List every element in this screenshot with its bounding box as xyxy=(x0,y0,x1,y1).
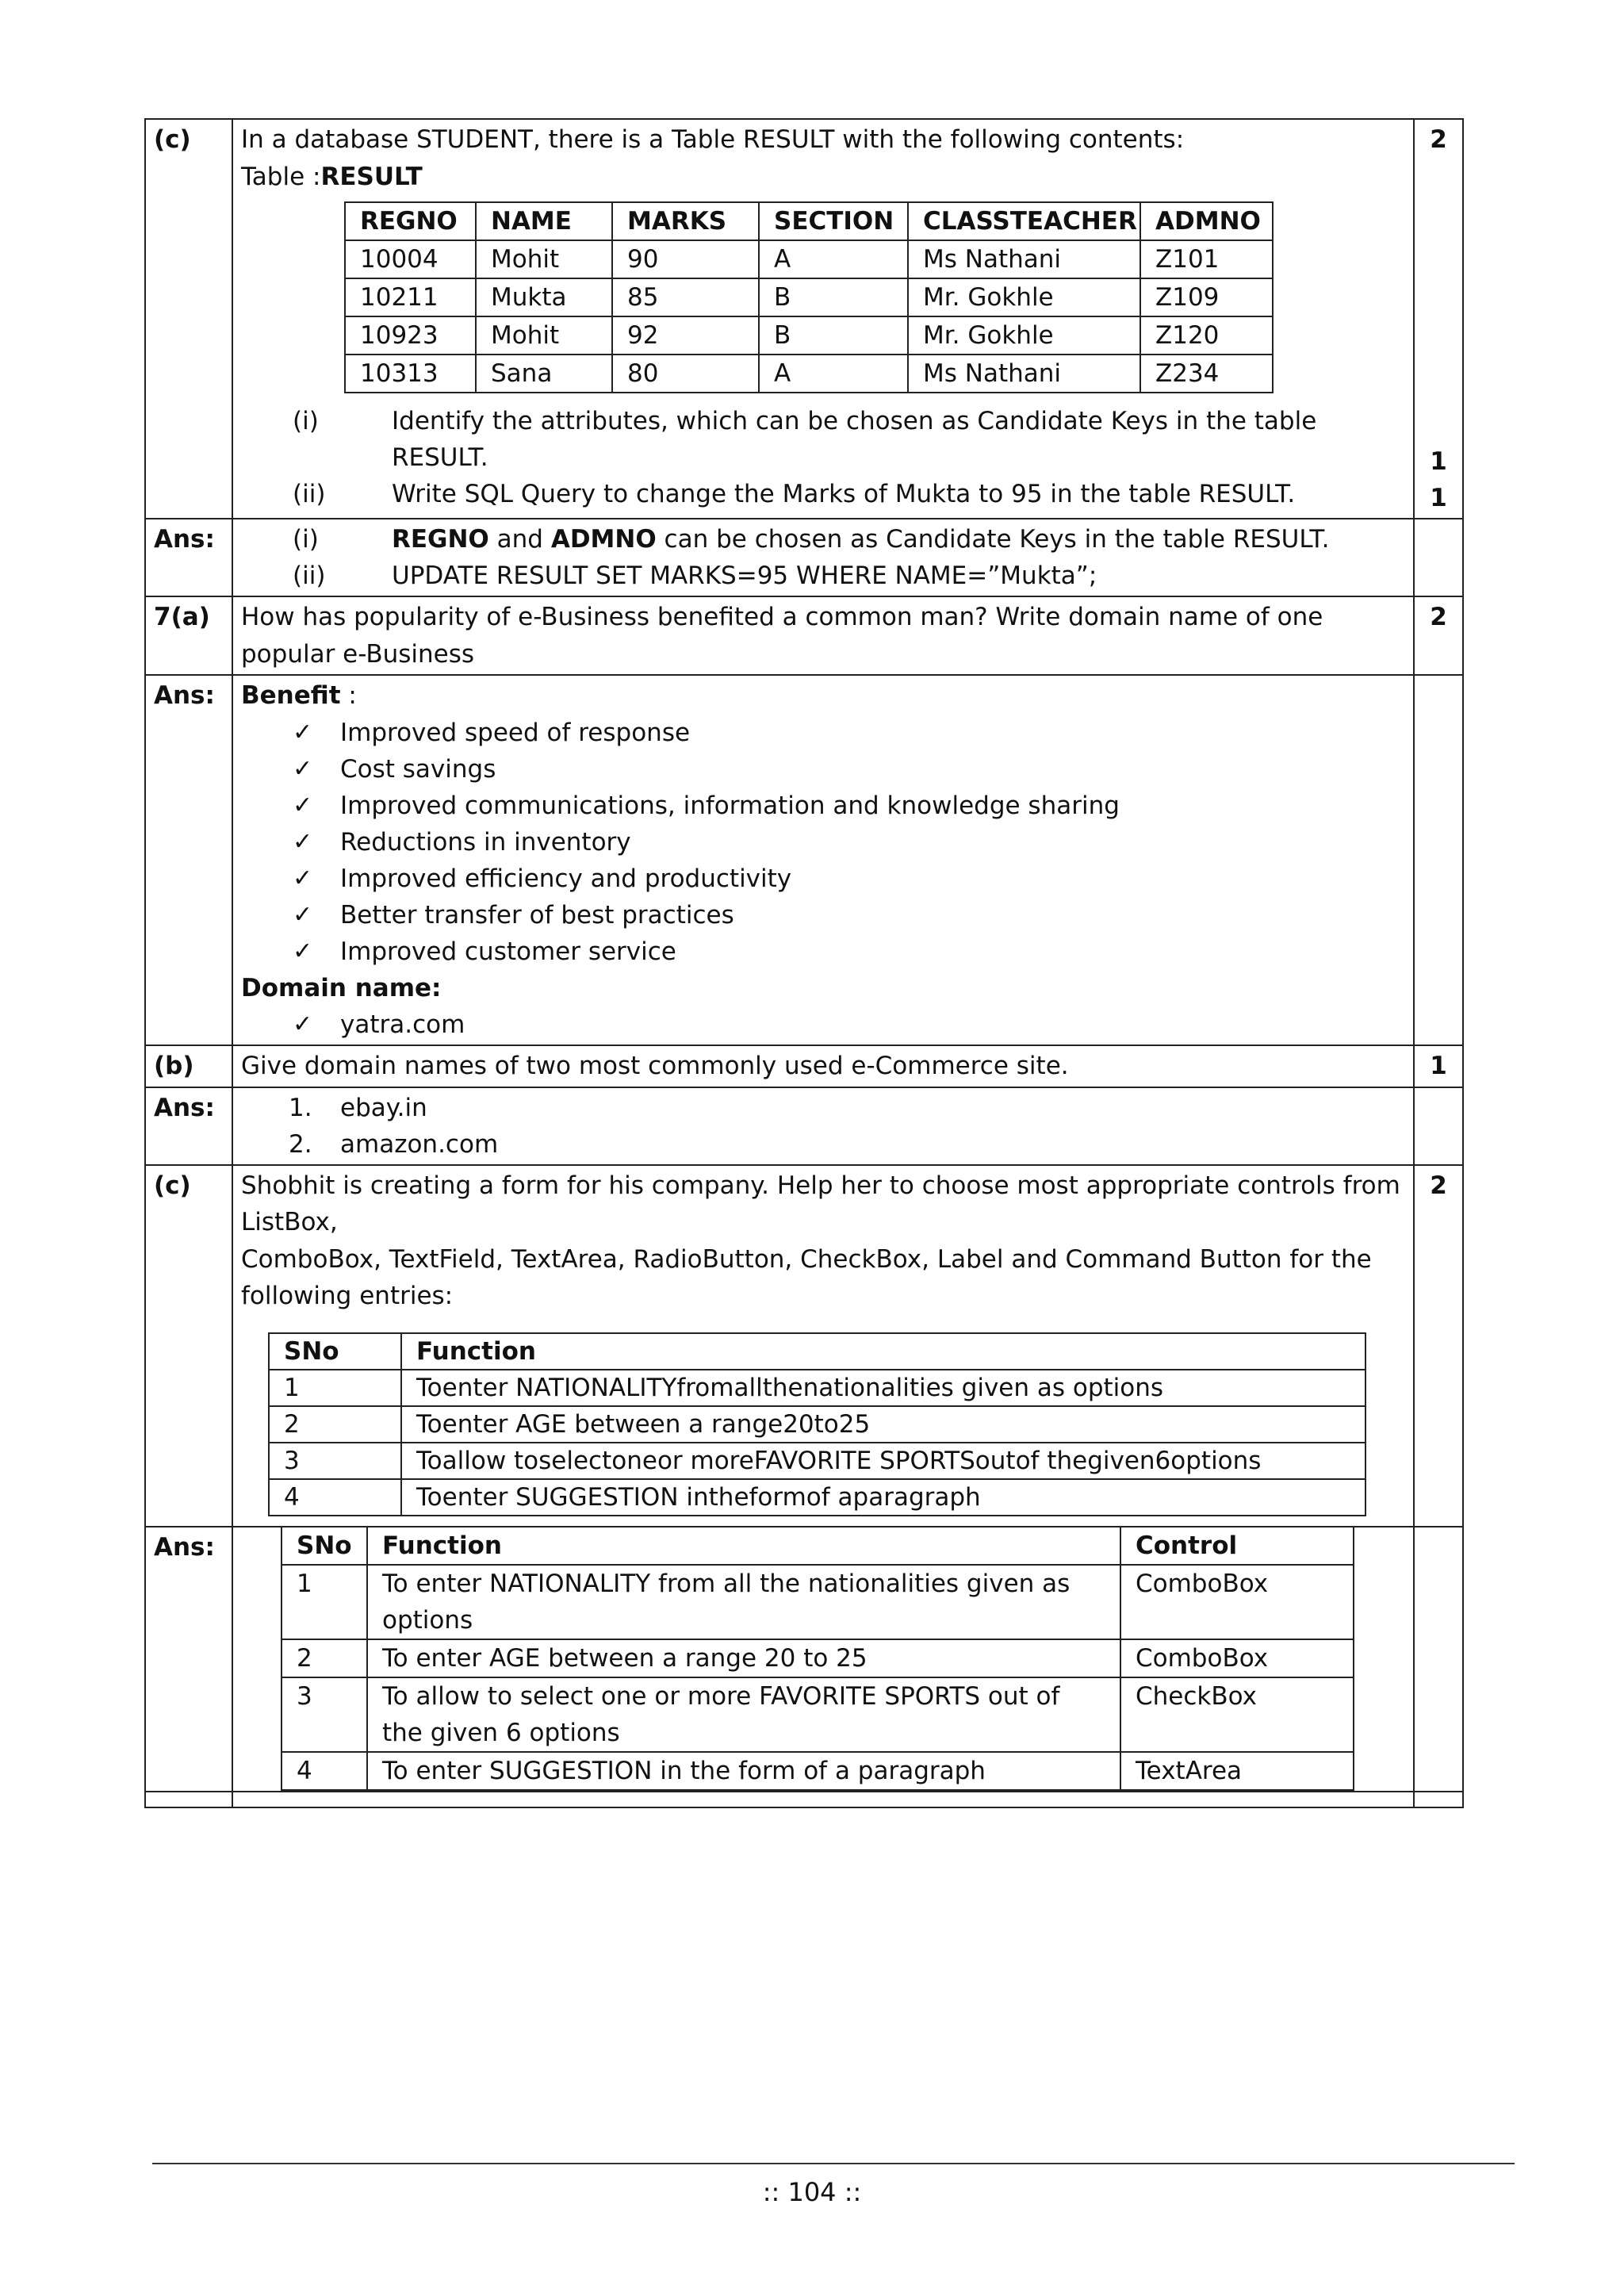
page-number: :: 104 :: xyxy=(762,2177,862,2207)
table-row xyxy=(345,316,1273,355)
question-body xyxy=(232,119,1414,519)
caption-name: RESULT xyxy=(320,162,423,191)
list-item-text: amazon.com xyxy=(340,1129,499,1159)
list-number: 1. xyxy=(289,1093,312,1122)
list-item-text: Reductions in inventory xyxy=(340,827,631,857)
marks-cell xyxy=(1414,519,1463,596)
table-row xyxy=(345,278,1273,316)
table-cell: 85 xyxy=(612,278,759,316)
table-cell: Z109 xyxy=(1140,278,1273,316)
table-cell: To enter NATIONALITY from all the nationalities given as options xyxy=(367,1565,1120,1639)
answer-label: Ans: xyxy=(145,1087,232,1165)
table-cell: Mr. Gokhle xyxy=(908,278,1140,316)
table-cell: 10004 xyxy=(345,240,476,278)
table-cell: Mukta xyxy=(476,278,612,316)
answer-label: Ans: xyxy=(145,519,232,596)
header-cell: SECTION xyxy=(759,202,908,240)
list-item xyxy=(293,1006,1405,1043)
table-cell: Z234 xyxy=(1140,355,1273,393)
table-cell: 10211 xyxy=(345,278,476,316)
domain-heading xyxy=(241,970,1405,1007)
answer-body xyxy=(232,1087,1414,1165)
table-cell: To enter SUGGESTION in the form of a paragraph xyxy=(367,1752,1120,1790)
table-row xyxy=(282,1752,1354,1790)
sub-question xyxy=(241,476,1405,512)
question-label: (c) xyxy=(145,1165,232,1527)
header-cell: CLASSTEACHER xyxy=(908,202,1140,240)
list-item-text: ebay.in xyxy=(340,1093,427,1122)
marks: 1 xyxy=(1430,447,1447,476)
table-cell: 3 xyxy=(269,1443,401,1479)
list-item xyxy=(293,788,1405,824)
check-icon: ✓ xyxy=(293,864,313,892)
table-cell: To enter AGE between a range 20 to 25 xyxy=(367,1639,1120,1677)
table-cell: ComboBox xyxy=(1120,1639,1354,1677)
table-cell: Mr. Gokhle xyxy=(908,316,1140,355)
answer-row-7c xyxy=(145,1527,1463,1792)
table-cell: 90 xyxy=(612,240,759,278)
check-icon: ✓ xyxy=(293,754,313,783)
answer-part-number: (ii) xyxy=(293,562,326,590)
header-cell: SNo xyxy=(269,1333,401,1370)
empty-cell xyxy=(1414,1792,1463,1807)
table-cell: Sana xyxy=(476,355,612,393)
marks-cell xyxy=(1414,596,1463,675)
empty-cell xyxy=(145,1792,232,1807)
list-item xyxy=(293,824,1405,861)
table-cell: 2 xyxy=(282,1639,367,1677)
table-cell: Ms Nathani xyxy=(908,240,1140,278)
list-item xyxy=(293,897,1405,933)
list-item xyxy=(293,715,1405,751)
table-cell: 1 xyxy=(269,1370,401,1406)
domain-list xyxy=(241,1090,1405,1163)
table-cell: ComboBox xyxy=(1120,1565,1354,1639)
table-cell: To allow to select one or more FAVORITE SPORTS out of the given 6 options xyxy=(367,1677,1120,1752)
question-row-7b xyxy=(145,1045,1463,1087)
answer-part xyxy=(241,521,1405,558)
answer-body xyxy=(232,1527,1414,1792)
heading-text: Benefit xyxy=(241,681,341,710)
table-row xyxy=(269,1479,1365,1516)
marks-cell xyxy=(1414,675,1463,1045)
marks: 2 xyxy=(1430,125,1447,154)
answer-part xyxy=(241,558,1405,594)
list-item-text: Improved communications, information and knowledge sharing xyxy=(340,791,1120,820)
answer-part-text xyxy=(392,521,1405,558)
header-cell: NAME xyxy=(476,202,612,240)
marks-cell xyxy=(1414,1165,1463,1527)
footer-divider xyxy=(152,2163,1515,2164)
connector: and xyxy=(488,525,551,554)
key-term: ADMNO xyxy=(550,525,657,554)
question-body xyxy=(232,1165,1414,1527)
marks-cell xyxy=(1414,1527,1463,1792)
header-cell: SNo xyxy=(282,1527,367,1565)
table-cell: Toenter AGE between a range20to25 xyxy=(401,1406,1365,1443)
heading-text: Domain name: xyxy=(241,973,442,1002)
answer-body xyxy=(232,675,1414,1045)
table-cell: 10313 xyxy=(345,355,476,393)
empty-row xyxy=(145,1792,1463,1807)
table-row xyxy=(269,1370,1365,1406)
question-text: ComboBox, TextField, TextArea, RadioButton, CheckBox, Label and Command Button for the following entries: xyxy=(241,1244,1372,1310)
empty-cell xyxy=(232,1792,1414,1807)
benefit-list xyxy=(241,715,1405,970)
check-icon: ✓ xyxy=(293,900,313,929)
list-item-text: Cost savings xyxy=(340,754,496,784)
table-cell: 4 xyxy=(269,1479,401,1516)
question-text: Shobhit is creating a form for his company. Help her to choose most appropriate controls from ListBox, xyxy=(241,1171,1400,1236)
table-cell: 92 xyxy=(612,316,759,355)
benefit-heading xyxy=(241,677,1405,715)
check-icon: ✓ xyxy=(293,827,313,856)
table-cell: Ms Nathani xyxy=(908,355,1140,393)
question-text: In a database STUDENT, there is a Table RESULT with the following contents: xyxy=(241,125,1185,154)
list-item xyxy=(293,861,1405,897)
answer-row-6c xyxy=(145,519,1463,596)
list-item xyxy=(289,1126,1405,1163)
question-row-7a xyxy=(145,596,1463,675)
sub-question-number: (ii) xyxy=(293,480,326,508)
table-header-row xyxy=(345,202,1273,240)
list-item-text: Better transfer of best practices xyxy=(340,900,734,930)
answer-label: Ans: xyxy=(145,1527,232,1792)
table-cell: 1 xyxy=(282,1565,367,1639)
table-cell: Z120 xyxy=(1140,316,1273,355)
table-cell: 4 xyxy=(282,1752,367,1790)
result-table xyxy=(344,201,1274,393)
answer-text: can be chosen as Candidate Keys in the table RESULT. xyxy=(656,525,1330,554)
table-cell: B xyxy=(759,278,908,316)
table-row xyxy=(269,1406,1365,1443)
table-row xyxy=(345,355,1273,393)
answer-part-text: UPDATE RESULT SET MARKS=95 WHERE NAME=”Mukta”; xyxy=(392,562,1097,590)
answer-body xyxy=(232,519,1414,596)
controls-table xyxy=(281,1526,1354,1791)
table-cell: A xyxy=(759,240,908,278)
question-label: (b) xyxy=(145,1045,232,1087)
sub-question-text: Write SQL Query to change the Marks of Mukta to 95 in the table RESULT. xyxy=(392,480,1296,508)
table-cell: Mohit xyxy=(476,240,612,278)
question-row-7c xyxy=(145,1165,1463,1527)
check-icon: ✓ xyxy=(293,718,313,746)
table-cell: CheckBox xyxy=(1120,1677,1354,1752)
header-cell: MARKS xyxy=(612,202,759,240)
question-text: Give domain names of two most commonly used e-Commerce site. xyxy=(232,1045,1414,1087)
list-item xyxy=(293,751,1405,788)
table-cell: Mohit xyxy=(476,316,612,355)
list-item-text: Improved speed of response xyxy=(340,718,691,747)
entries-table xyxy=(268,1332,1366,1516)
table-row xyxy=(282,1565,1354,1639)
marks-cell xyxy=(1414,1045,1463,1087)
sub-question-text: Identify the attributes, which can be chosen as Candidate Keys in the table RESULT. xyxy=(392,407,1317,472)
heading-colon: : xyxy=(340,681,357,710)
table-caption xyxy=(241,159,1405,196)
header-cell: ADMNO xyxy=(1140,202,1273,240)
question-label: (c) xyxy=(145,119,232,519)
key-term: REGNO xyxy=(392,525,489,554)
table-cell: 2 xyxy=(269,1406,401,1443)
table-row xyxy=(345,240,1273,278)
check-icon: ✓ xyxy=(293,937,313,965)
domain-list xyxy=(241,1006,1405,1043)
table-row xyxy=(282,1639,1354,1677)
table-cell: Toenter NATIONALITYfromallthenationalities given as options xyxy=(401,1370,1365,1406)
header-cell: REGNO xyxy=(345,202,476,240)
marks: 1 xyxy=(1430,484,1447,512)
list-item-text: Improved efficiency and productivity xyxy=(340,864,792,893)
sub-question-number: (i) xyxy=(293,407,319,435)
table-row xyxy=(282,1677,1354,1752)
marks: 1 xyxy=(1430,1052,1447,1080)
question-answer-table xyxy=(144,118,1464,1808)
table-cell: 80 xyxy=(612,355,759,393)
caption-prefix: Table : xyxy=(241,162,321,191)
table-cell: TextArea xyxy=(1120,1752,1354,1790)
question-label: 7(a) xyxy=(145,596,232,675)
list-item-text: yatra.com xyxy=(340,1010,465,1039)
answer-row-7b xyxy=(145,1087,1463,1165)
table-header-row xyxy=(282,1527,1354,1565)
list-item-text: Improved customer service xyxy=(340,937,676,966)
header-cell: Function xyxy=(401,1333,1365,1370)
answer-part-number: (i) xyxy=(293,525,319,554)
list-item xyxy=(289,1090,1405,1126)
marks: 2 xyxy=(1430,1171,1447,1200)
table-cell: B xyxy=(759,316,908,355)
list-number: 2. xyxy=(289,1129,312,1159)
table-cell: 3 xyxy=(282,1677,367,1752)
table-cell: Toallow toselectoneor moreFAVORITE SPORTSoutof thegiven6options xyxy=(401,1443,1365,1479)
list-item xyxy=(293,933,1405,970)
answer-row-7a xyxy=(145,675,1463,1045)
header-cell: Function xyxy=(367,1527,1120,1565)
question-row-6c xyxy=(145,119,1463,519)
header-cell: Control xyxy=(1120,1527,1354,1565)
answer-label: Ans: xyxy=(145,675,232,1045)
table-row xyxy=(269,1443,1365,1479)
question-text: How has popularity of e-Business benefited a common man? Write domain name of one popular e-Business xyxy=(232,596,1414,675)
table-header-row xyxy=(269,1333,1365,1370)
table-cell: A xyxy=(759,355,908,393)
sub-question xyxy=(241,403,1405,476)
table-cell: Toenter SUGGESTION intheformof aparagraph xyxy=(401,1479,1365,1516)
check-icon: ✓ xyxy=(293,791,313,819)
marks: 2 xyxy=(1430,603,1447,631)
table-cell: Z101 xyxy=(1140,240,1273,278)
marks-cell xyxy=(1414,119,1463,519)
marks-cell xyxy=(1414,1087,1463,1165)
table-cell: 10923 xyxy=(345,316,476,355)
check-icon: ✓ xyxy=(293,1010,313,1038)
